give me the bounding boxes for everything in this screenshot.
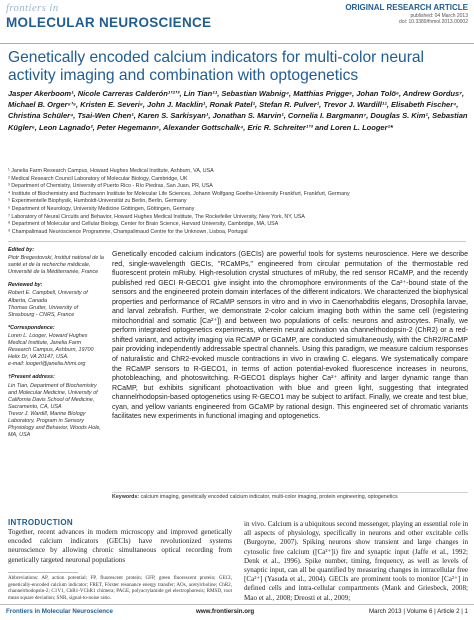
footer-divider xyxy=(0,604,474,605)
correspondence-text[interactable]: Loren L. Looger, Howard Hughes Medical Institute, Janelia Farm Research Campus, Ashburn, 19700 Helix Dr, VA 20147, USA. e-mail: loogerl@janelia.hhmi.org xyxy=(8,332,94,368)
present-address-block xyxy=(8,374,104,439)
abstract: Genetically encoded calcium indicators (GECIs) are powerful tools for systems neuroscience. Here we describe red, single-wavelength GECIs, "RCaMPs," engineered from circular permutation of the thermostable red fluorescent protein mRuby. High-resolution crystal structures of mRuby, the red sensor RCaMP, and the recently published red GECI R-GECO1 give insight into the chromophore environments of the Ca²⁺-bound state of the sensors and the engineered protein domain interfaces of the different indicators. We characterized the biophysical properties and performance of RCaMP sensors in vitro and in vivo in Caenorhabditis elegans, Drosophila larvae, and larval zebrafish. Further, we demonstrate 2-color calcium imaging both within the same cell (registering mitochondrial and somatic [Ca²⁺]) and between two populations of cells: neurons and astrocytes. Finally, we perform integrated optogenetics experiments, wherein neural activation via channelrhodopsin-2 (ChR2) or a red-shifted variant, and activity imaging via RCaMP or GCaMP, are conducted simultaneously, with the ChR2/RCaMP pair providing independently addressable spectral channels. Using this paradigm, we measure calcium responses of naturalistic and ChR2-evoked muscle contractions in vivo in crawling C. elegans. We systematically compare the RCaMP sensors to R-GECO1, in terms of action potential-evoked fluorescence increases in neurons, photobleaching, and photoswitching. R-GECO1 displays higher Ca²⁺ affinity and larger dynamic range than RCaMP, but exhibits significant photoactivation with blue and green light, suggesting that integrated channelrhodopsin-based optogenetics using R-GECO1 may be subject to artifact. Finally, we create and test blue, cyan, and yellow variants engineered from GCaMP by rational design. This engineered set of chromatic variants facilitates new experiments in functional imaging and optogenetics. xyxy=(112,251,468,421)
article-type: ORIGINAL RESEARCH ARTICLE xyxy=(345,3,468,12)
article-title: Genetically encoded calcium indicators for multi-color neural activity imaging and combination with optogenetics xyxy=(8,49,425,84)
keywords-label: Keywords: xyxy=(112,494,140,500)
footer-volume: March 2013 | Volume 6 | Article 2 | 1 xyxy=(368,608,468,615)
affiliation: ⁴ Institute of Biochemistry and Buchmann Institute for Molecular Life Sciences, Johann Wolfgang Goethe-University Frankfurt, Frankfurt, Germany xyxy=(8,190,350,197)
journal-name: MOLECULAR NEUROSCIENCE xyxy=(6,15,212,30)
editorial-sidebar xyxy=(8,247,104,445)
edited-by-block xyxy=(8,247,104,276)
reviewed-by-block xyxy=(8,282,104,318)
affiliation: ⁵ Experimentelle Biophysik, Humboldt-Universität zu Berlin, Berlin, Germany xyxy=(8,198,187,205)
footer-url[interactable]: www.frontiersin.org xyxy=(196,608,255,615)
present-address-text: Lin Tian, Department of Biochemistry and Molecular Medicine, University of California Davis School of Medicine, Sacramento, CA, USA Trevor J. Wardill, Marine Biology Laboratory, Program in Sensory Physiology and Behavior, Woods Hole, MA, USA xyxy=(8,382,101,439)
header xyxy=(0,0,474,42)
correspondence-block xyxy=(8,325,104,369)
affiliation: ¹ Janelia Farm Research Campus, Howard Hughes Medical Institute, Ashburn, VA, USA xyxy=(8,168,214,174)
journal-brand-top: frontiers in xyxy=(6,3,59,14)
author-list: Jasper Akerboom¹, Nicole Carreras Calderón¹ʼ²ʼ³, Lin Tian¹¹, Sebastian Wabnig⁴, Matthias Prigge⁵, Johan Tolö⁶, Andrew Gordus⁷, Michael B. Orger⁸ʼ⁹, Kristen E. Severi⁸, John J. Macklin¹, Ronak Patel¹, Stefan R. Pulver¹, Trevor J. Wardill¹¹, Elisabeth Fischer⁴, Christina Schüler⁴, Tsai-Wen Chen¹, Karen S. Sarkisyan¹, Jonathan S. Marvin¹, Cornelia I. Bargmann⁷, Douglas S. Kim¹, Sebastian Kügler⁶, Leon Lagnado², Peter Hegemann⁵, Alexander Gottschalk⁴, Eric R. Schreiter¹ʼ³ and Loren L. Looger¹* xyxy=(8,89,468,132)
affiliation: ⁸ Department of Molecular and Cellular Biology, Center for Brain Science, Harvard University, Cambridge, MA, USA xyxy=(8,221,279,228)
edited-by-text: Piotr Bregestovski, Institut national de la santé et de la recherche médicale, Université de la Méditerranée, France xyxy=(8,255,104,276)
right-column-text: in vivo. Calcium is a ubiquitous second messenger, playing an essential role in all aspects of physiology, specifically in neurons and other excitable cells (Burgoyne, 2007). Spiking neurons show transient and large changes in cytosolic free calcium ([Ca²⁺]i) fire and synaptic input (Jaffe et al., 1992; Denk et al., 1996). Spike number, timing, frequency, as well as levels of synaptic input, can all be quantified by measuring changes in intracellular free [Ca²⁺] (Yasuda et al., 2004). GECIs are prominent tools to monitor [Ca²⁺] in defined cells and intra-cellular compartments (Mank and Griesbeck, 2008; Mao et al., 2008; Dreosti et al., 2009; xyxy=(244,520,468,602)
affiliations xyxy=(8,168,468,236)
affiliation: ² Medical Research Council Laboratory of Molecular Biology, Cambridge, UK xyxy=(8,175,188,182)
affiliation: ⁹ Champalimaud Neuroscience Programme, Champalimaud Centre for the Unknown, Lisboa, Portugal xyxy=(8,228,248,235)
present-address-label: †Present address: xyxy=(8,374,55,381)
introduction-heading: INTRODUCTION xyxy=(8,518,73,527)
article-meta xyxy=(399,13,468,25)
correspondence-label: *Correspondence: xyxy=(8,324,55,331)
affiliation: ⁷ Laboratory of Neural Circuits and Behavior, Howard Hughes Medical Institute, The Rockefeller University, New York, NY, USA xyxy=(8,213,305,220)
affiliation: ³ Department of Chemistry, University of Puerto Rico - Río Piedras, San Juan, PR, USA xyxy=(8,183,213,190)
section-divider xyxy=(8,241,466,242)
abbreviations-footnote: Abbreviations: AP, action potential; FP, fluorescent protein; GFP, green fluorescent protein; GECI, genetically-encoded calcium indicator; FRET, Förster resonance energy transfer; AOs, acetylcholine; ChR2, channelrhodopsin-2; C1V1, ChR1-VChR1 chimera; PAGE, polyacrylamide gel electrophoresis; RMSD, root mean square deviation; SNR, signal-to-noise ratio. xyxy=(8,575,232,601)
footnote-divider xyxy=(8,572,78,573)
introduction-text: Together, recent advances in modern microscopy and improved genetically encoded calcium indicators (GECIs) have revolutionized systems neuroscience by allowing chronic simultaneous optical recording from genetically targeted neuronal populations xyxy=(8,528,232,564)
reviewed-by-label: Reviewed by: xyxy=(8,282,43,289)
keywords-text: calcium imaging, genetically encoded calcium indicator, multi-color imaging, protein engineering, optogenetics xyxy=(140,494,398,500)
reviewed-by-text: Robert E. Campbell, University of Alberta, Canada Thomas Grutter, University of Strasbourg - CNRS, France xyxy=(8,290,88,318)
affiliation: ⁶ Department of Neurology, University Medicine Göttingen, Göttingen, Germany xyxy=(8,205,195,212)
footer-journal: Frontiers in Molecular Neuroscience xyxy=(6,608,113,615)
keywords-divider xyxy=(112,492,468,493)
keywords xyxy=(112,494,468,501)
edited-by-label: Edited by: xyxy=(8,247,35,253)
published-date: published: 04 March 2013 xyxy=(410,13,468,19)
doi[interactable]: doi: 10.3389/fnmol.2013.00002 xyxy=(399,19,468,26)
header-divider xyxy=(0,43,474,44)
